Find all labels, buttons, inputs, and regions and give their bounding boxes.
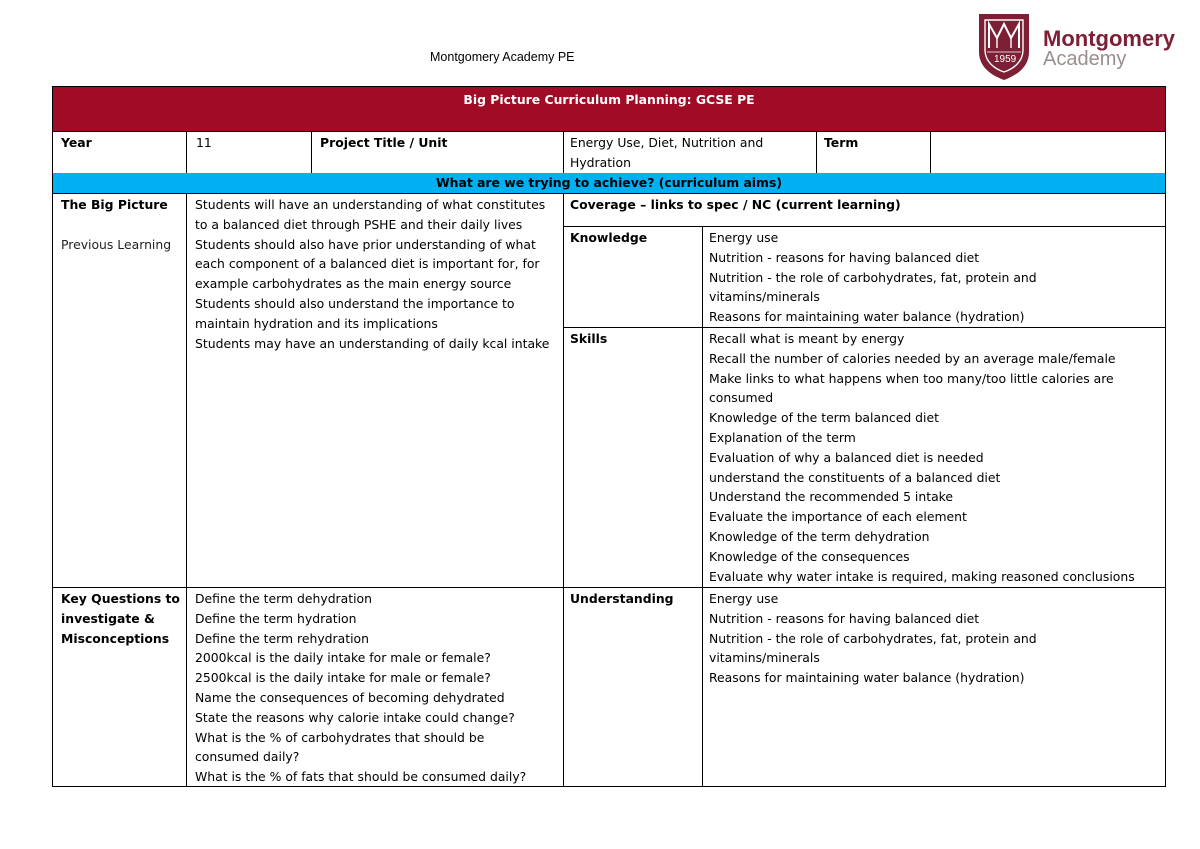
- text-line: Evaluate the importance of each element: [709, 509, 967, 525]
- text-line: vitamins/minerals: [709, 289, 820, 305]
- understanding-label: Understanding: [570, 591, 674, 606]
- key-questions-label: [61, 589, 180, 648]
- big-picture-text: [195, 195, 549, 353]
- logo-name-line2: Academy: [1043, 48, 1127, 70]
- label-line: investigate &: [61, 610, 155, 626]
- previous-learning-label: Previous Learning: [61, 237, 172, 252]
- text-line: Define the term hydration: [195, 610, 357, 626]
- key-questions-text: [195, 589, 526, 787]
- project-title-label: Project Title / Unit: [320, 135, 448, 150]
- school-header: Montgomery Academy PE: [430, 50, 575, 64]
- big-picture-label: The Big Picture: [61, 197, 168, 212]
- label-line: Key Questions to: [61, 591, 180, 606]
- text-line: Energy use: [709, 230, 779, 245]
- text-line: Students will have an understanding of what constitutes: [195, 197, 546, 212]
- text-line: Make links to what happens when too many/too little calories are: [709, 370, 1114, 386]
- text-line: vitamins/minerals: [709, 650, 820, 666]
- text-line: understand the constituents of a balanced diet: [709, 469, 1001, 485]
- year-value: 11: [196, 135, 212, 150]
- text-line: Nutrition - reasons for having balanced diet: [709, 249, 980, 265]
- logo-year: 1959: [994, 54, 1017, 65]
- text-line: 2000kcal is the daily intake for male or female?: [195, 650, 491, 666]
- text-line: Knowledge of the term dehydration: [709, 528, 930, 544]
- text-line: each component of a balanced diet is important for, for: [195, 256, 540, 272]
- text-line: Students should also have prior understanding of what: [195, 236, 536, 252]
- text-line: Nutrition - reasons for having balanced diet: [709, 610, 980, 626]
- text-line: What is the % of carbohydrates that should be: [195, 729, 485, 745]
- text-line: What is the % of fats that should be consumed daily?: [195, 769, 527, 785]
- text-line: consumed daily?: [195, 749, 300, 765]
- skills-label: Skills: [570, 331, 608, 346]
- text-line: Name the consequences of becoming dehydrated: [195, 689, 505, 705]
- curriculum-aims-heading: What are we trying to achieve? (curriculum aims): [53, 173, 1165, 193]
- text-line: Evaluation of why a balanced diet is needed: [709, 449, 984, 465]
- text-line: Reasons for maintaining water balance (hydration): [709, 670, 1025, 686]
- text-line: Energy use: [709, 591, 779, 606]
- label-line: Misconceptions: [61, 630, 170, 646]
- term-label: Term: [824, 135, 859, 150]
- project-title-line: Energy Use, Diet, Nutrition and: [570, 135, 764, 150]
- understanding-text: [709, 589, 1037, 688]
- text-line: to a balanced diet through PSHE and their daily lives: [195, 216, 523, 232]
- text-line: 2500kcal is the daily intake for male or female?: [195, 670, 491, 686]
- text-line: Nutrition - the role of carbohydrates, fat, protein and: [709, 269, 1037, 285]
- crest-icon: [975, 12, 1033, 82]
- text-line: Students may have an understanding of daily kcal intake: [195, 335, 550, 351]
- text-line: Nutrition - the role of carbohydrates, fat, protein and: [709, 630, 1037, 646]
- text-line: Define the term rehydration: [195, 630, 369, 646]
- year-label: Year: [61, 135, 92, 150]
- text-line: Recall what is meant by energy: [709, 331, 905, 346]
- text-line: Knowledge of the consequences: [709, 548, 910, 564]
- table-title: Big Picture Curriculum Planning: GCSE PE: [53, 87, 1165, 131]
- text-line: Understand the recommended 5 intake: [709, 489, 954, 505]
- planning-table: [52, 86, 1166, 787]
- text-line: Students should also understand the importance to: [195, 295, 515, 311]
- project-title-value: [570, 133, 763, 173]
- knowledge-label: Knowledge: [570, 230, 648, 245]
- knowledge-text: [709, 228, 1037, 327]
- skills-text: [709, 329, 1135, 586]
- project-title-line: Hydration: [570, 154, 631, 170]
- text-line: State the reasons why calorie intake could change?: [195, 709, 515, 725]
- text-line: Recall the number of calories needed by an average male/female: [709, 350, 1116, 366]
- text-line: Define the term dehydration: [195, 591, 372, 606]
- text-line: consumed: [709, 390, 774, 406]
- logo-name-line1: Montgomery: [1043, 26, 1175, 51]
- text-line: maintain hydration and its implications: [195, 315, 438, 331]
- text-line: Knowledge of the term balanced diet: [709, 410, 939, 426]
- text-line: Reasons for maintaining water balance (hydration): [709, 309, 1025, 325]
- school-logo: [975, 12, 1175, 84]
- text-line: Evaluate why water intake is required, making reasoned conclusions: [709, 568, 1135, 584]
- coverage-heading: Coverage – links to spec / NC (current learning): [570, 197, 901, 212]
- text-line: example carbohydrates as the main energy source: [195, 276, 512, 292]
- text-line: Explanation of the term: [709, 429, 856, 445]
